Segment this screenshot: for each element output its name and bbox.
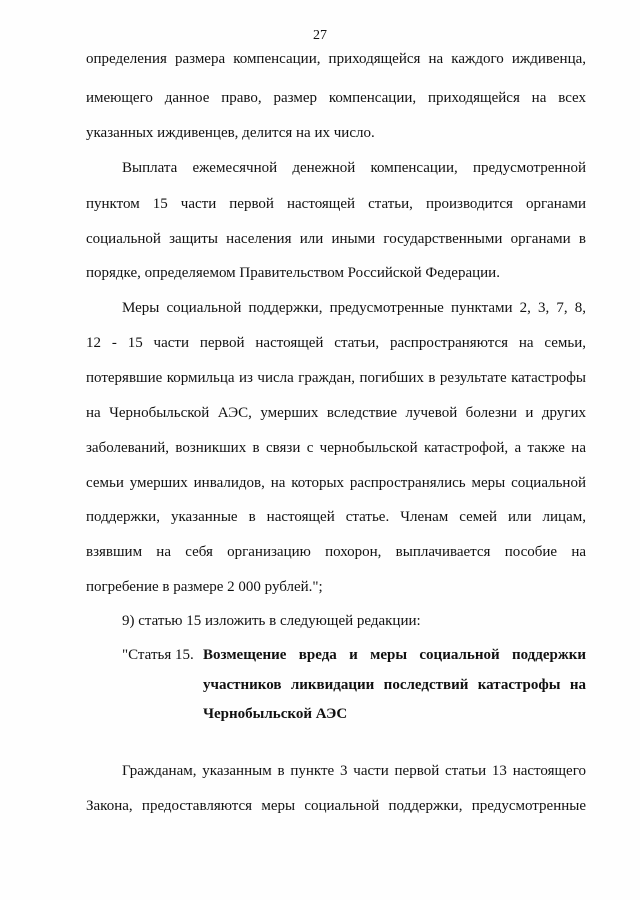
final-paragraph-line-2: Закона, предоставляются меры социальной поддержки, предусмотренные [86, 798, 586, 814]
paragraph-3-line-4: на Чернобыльской АЭС, умерших вследствие лучевой болезни и других [86, 405, 586, 421]
article-label: "Статья 15. [122, 647, 194, 663]
paragraph-3-line-6: семьи умерших инвалидов, на которых распространялись меры социальной [86, 475, 586, 491]
page-number: 27 [313, 28, 327, 43]
paragraph-3-line-9: погребение в размере 2 000 рублей."; [86, 579, 323, 595]
article-title-line-2: участников ликвидации последствий катастрофы на [203, 677, 586, 693]
paragraph-3-line-5: заболеваний, возникших в связи с чернобыльской катастрофой, а также на [86, 440, 586, 456]
paragraph-3-line-3: потерявшие кормильца из числа граждан, погибших в результате катастрофы [86, 370, 586, 386]
article-title-line-1: Возмещение вреда и меры социальной поддержки [203, 647, 586, 663]
paragraph-1-line-2: имеющего данное право, размер компенсации, приходящейся на всех [86, 90, 586, 106]
article-title-line-3: Чернобыльской АЭС [203, 706, 348, 722]
paragraph-3-line-2: 12 - 15 части первой настоящей статьи, распространяются на семьи, [86, 335, 586, 351]
paragraph-2-line-1: Выплата ежемесячной денежной компенсации, предусмотренной [122, 160, 586, 176]
paragraph-2-line-2: пунктом 15 части первой настоящей статьи, производится органами [86, 196, 586, 212]
paragraph-3-line-1: Меры социальной поддержки, предусмотренные пунктами 2, 3, 7, 8, [122, 300, 586, 316]
paragraph-3-line-8: взявшим на себя организацию похорон, выплачивается пособие на [86, 544, 586, 560]
paragraph-1-line-3: указанных иждивенцев, делится на их число. [86, 125, 375, 141]
final-paragraph-line-1: Гражданам, указанным в пункте 3 части первой статьи 13 настоящего [122, 763, 586, 779]
paragraph-1-line-1: определения размера компенсации, приходящейся на каждого иждивенца, [86, 51, 586, 67]
paragraph-2-line-4: порядке, определяемом Правительством Российской Федерации. [86, 265, 500, 281]
paragraph-4-line-1: 9) статью 15 изложить в следующей редакции: [122, 613, 421, 629]
paragraph-3-line-7: поддержки, указанные в настоящей статье. Членам семей или лицам, [86, 509, 586, 525]
paragraph-2-line-3: социальной защиты населения или иными государственными органами в [86, 231, 586, 247]
